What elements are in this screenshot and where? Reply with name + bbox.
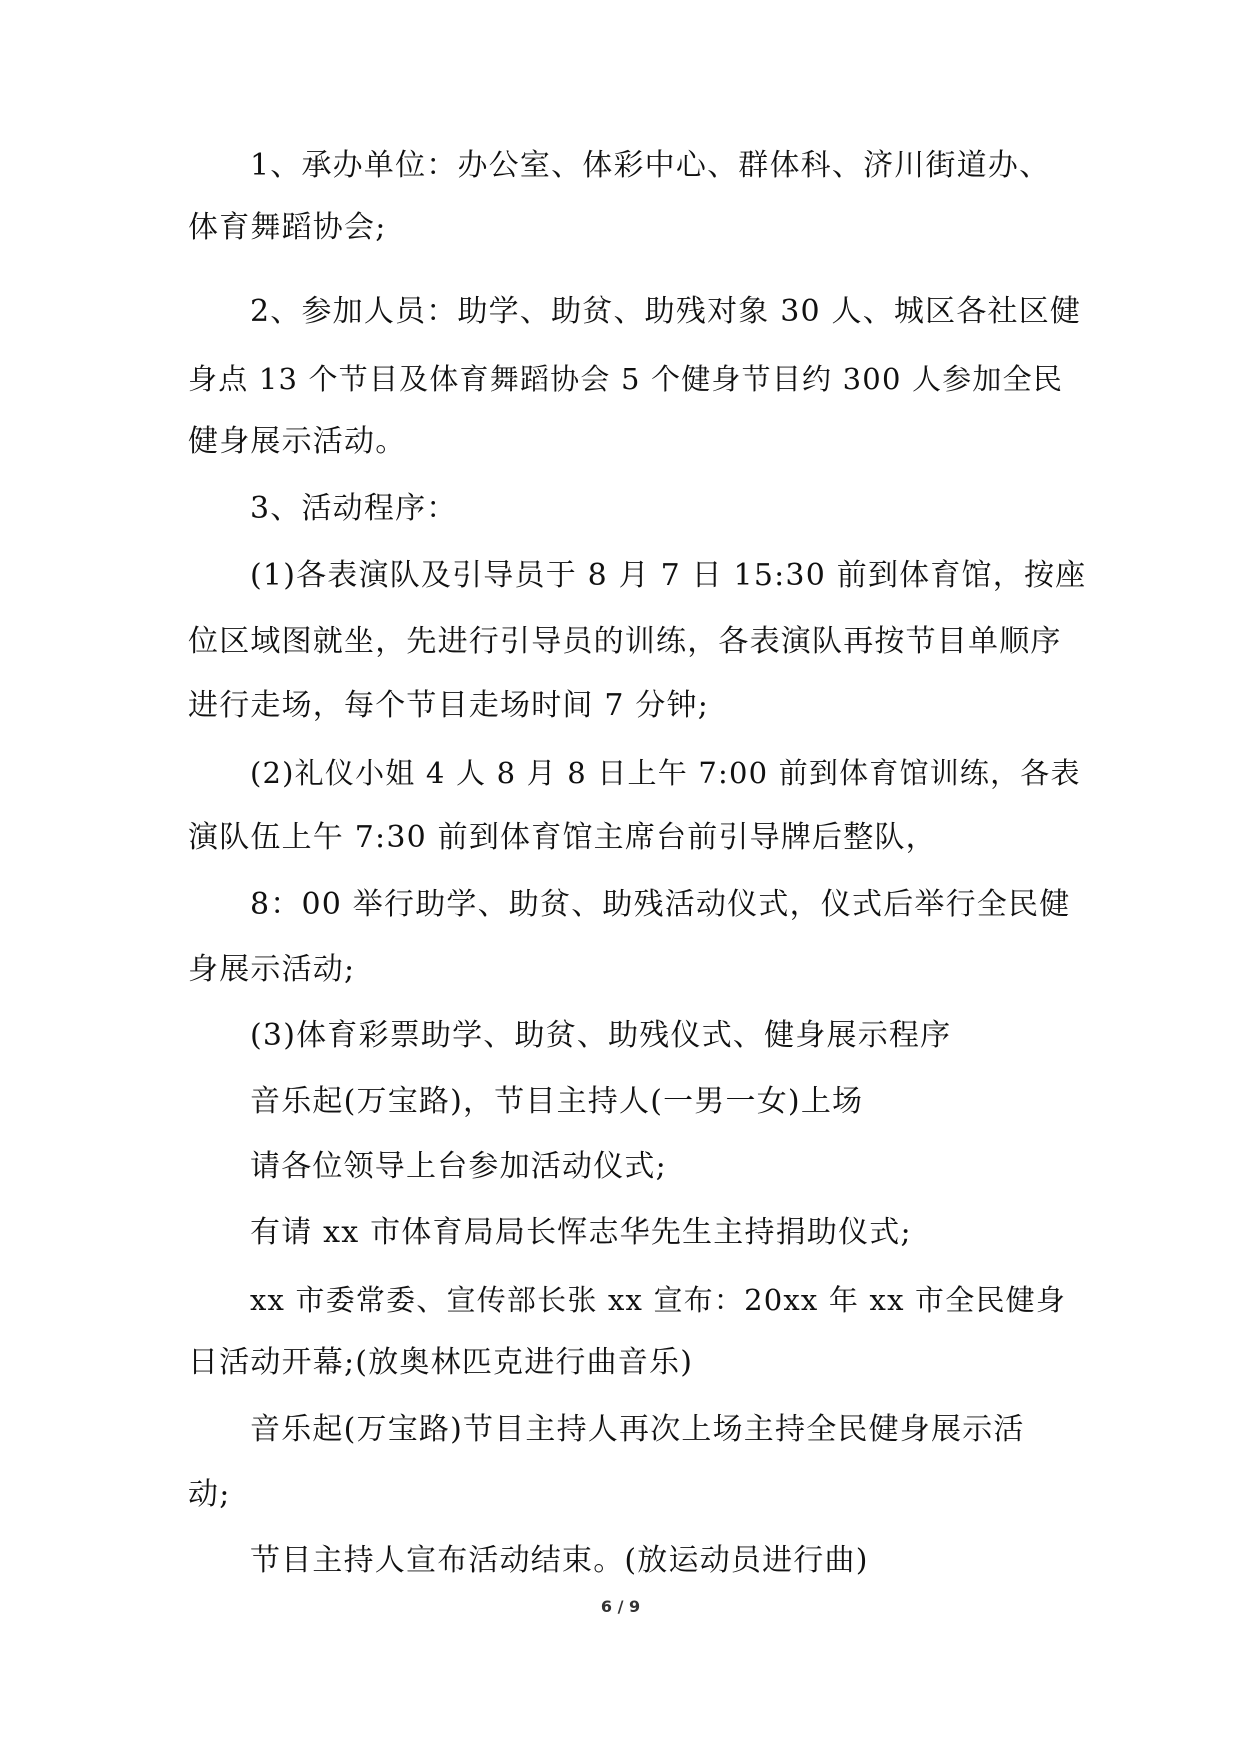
text-line: 1、承办单位：办公室、体彩中心、群体科、济川街道办、	[250, 148, 1051, 183]
text-line: (3)体育彩票助学、助贫、助残仪式、健身展示程序	[250, 1018, 952, 1053]
text-line: 音乐起(万宝路)节目主持人再次上场主持全民健身展示活	[250, 1412, 1025, 1447]
text-line: 位区域图就坐，先进行引导员的训练，各表演队再按节目单顺序	[188, 624, 1062, 659]
text-line: 2、参加人员：助学、助贫、助残对象 30 人、城区各社区健	[250, 294, 1082, 329]
text-line: 8：00 举行助学、助贫、助残活动仪式，仪式后举行全民健	[250, 887, 1071, 922]
text-line: 请各位领导上台参加活动仪式;	[250, 1149, 667, 1184]
text-line: 健身展示活动。	[188, 424, 407, 459]
text-line: 节目主持人宣布活动结束。(放运动员进行曲)	[250, 1543, 869, 1578]
text-line: 音乐起(万宝路)，节目主持人(一男一女)上场	[250, 1084, 864, 1119]
text-line: 身点 13 个节目及体育舞蹈协会 5 个健身节目约 300 人参加全民	[188, 362, 1064, 396]
text-line: 日活动开幕;(放奥林匹克进行曲音乐)	[188, 1345, 694, 1380]
text-line: 身展示活动;	[188, 952, 356, 987]
text-line: 有请 xx 市体育局局长恽志华先生主持捐助仪式;	[250, 1215, 912, 1250]
text-line: xx 市委常委、宣传部长张 xx 宣布：20xx 年 xx 市全民健身	[250, 1283, 1067, 1317]
text-line: 体育舞蹈协会;	[188, 210, 387, 245]
text-line: 动;	[188, 1477, 231, 1512]
text-line: (1)各表演队及引导员于 8 月 7 日 15:30 前到体育馆，按座	[250, 558, 1087, 593]
page-number: 6 / 9	[600, 1597, 641, 1616]
text-line: 3、活动程序：	[250, 491, 458, 526]
text-line: 演队伍上午 7:30 前到体育馆主席台前引导牌后整队，	[188, 820, 937, 855]
text-line: 进行走场，每个节目走场时间 7 分钟;	[188, 688, 710, 723]
text-line: (2)礼仪小姐 4 人 8 月 8 日上午 7:00 前到体育馆训练，各表	[250, 756, 1081, 790]
